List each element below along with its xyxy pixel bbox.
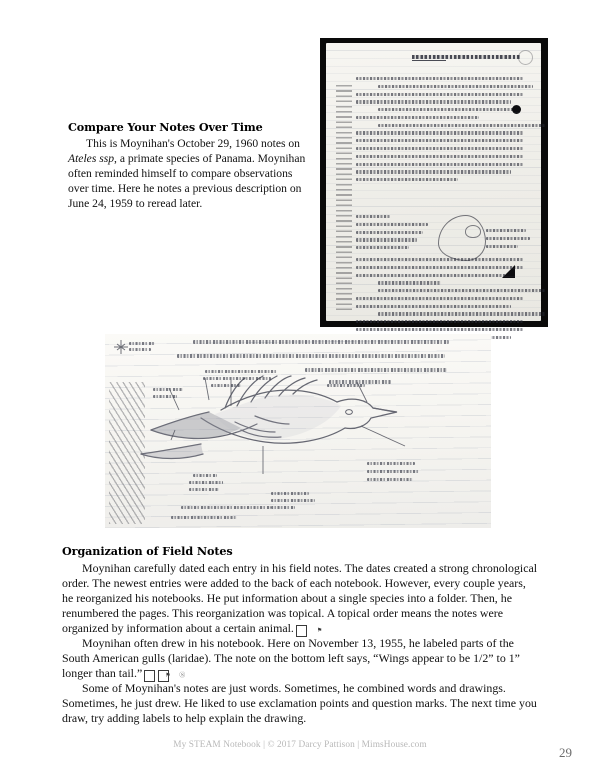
organization-text-column (62, 544, 540, 726)
handwritten-header-ateles (412, 55, 520, 59)
label-tail-line1 (193, 474, 217, 477)
label-tail-line3 (189, 488, 219, 491)
handwriting-line (356, 266, 523, 269)
label-wings-measurement-line2 (171, 516, 237, 519)
label-tail-line2 (189, 481, 223, 484)
paragraph-part-1: This is Moynihan's October 29, 1960 notes on (86, 137, 300, 150)
ink-blot-icon (512, 105, 521, 114)
organization-paragraph-2 (62, 636, 540, 681)
page-footer: My STEAM Notebook | © 2017 Darcy Pattison | MimsHouse.com (173, 740, 427, 750)
label-under-wings-line2 (271, 499, 315, 502)
handwriting-line (356, 223, 428, 226)
ink-wedge-icon (502, 265, 515, 278)
handwriting-line (378, 312, 545, 315)
section-heading-compare: Compare Your Notes Over Time (68, 120, 263, 134)
handwriting-line (356, 305, 511, 308)
handwriting-line (356, 155, 523, 158)
label-even-little-raised-line3 (367, 478, 413, 481)
species-name-italic: Ateles ssp (68, 152, 115, 166)
flag-glyph-icon-2: ⚑ (144, 670, 155, 682)
monkey-head-sketch (438, 215, 486, 261)
handwriting-line (356, 131, 523, 134)
top-section (0, 0, 600, 330)
handwriting-line (378, 289, 545, 292)
label-wing-repeat-line1 (153, 388, 183, 391)
compare-notes-text-column (68, 120, 314, 211)
handwriting-line (356, 297, 523, 300)
handwriting-line (356, 238, 417, 241)
handwriting-line (356, 320, 523, 323)
notes-paper-sheet (326, 43, 541, 321)
handwriting-line (486, 229, 526, 232)
handwriting-line (356, 170, 511, 173)
page-number: 29 (559, 745, 572, 760)
label-ruffled-feathers-line1 (205, 370, 277, 373)
handwriting-line (486, 237, 530, 240)
circled-s-glyph-icon: Ⓢ (158, 670, 169, 682)
organization-paragraph-1 (62, 561, 540, 636)
organization-paragraph-3: Some of Moynihan's notes are just words. Sometimes, he combined words and drawings. Sometimes, he just drew. He liked to use exclamation points and question marks. The next time you draw, try adding labels to help explain the drawing. (62, 681, 537, 725)
flag-glyph-icon: ⚑ (296, 625, 307, 637)
page-corner-stamp-icon (518, 50, 533, 65)
handwriting-line (356, 274, 511, 277)
notebook-spiral-binding (336, 85, 352, 311)
handwriting-line (356, 178, 458, 181)
label-forehead (327, 384, 365, 387)
handwriting-line (356, 116, 479, 119)
handwriting-line (486, 245, 518, 248)
handwriting-line (356, 246, 409, 249)
handwriting-line (378, 281, 441, 284)
label-wings-measurement-line1 (181, 506, 271, 509)
label-under-wings-line3 (271, 506, 295, 509)
handwriting-line (356, 93, 523, 96)
gull-drawing-photo (105, 334, 491, 528)
field-notes-photo (320, 38, 548, 327)
handwriting-block-left (356, 215, 432, 254)
handwriting-block-1 (356, 77, 532, 186)
handwriting-line (356, 231, 423, 234)
compare-notes-paragraph (68, 136, 314, 211)
handwriting-line (356, 215, 390, 218)
organization-paragraph-2-text: Moynihan often drew in his notebook. Here on November 13, 1955, he labeled parts of the South American gulls (laridae). The note on the bottom left says, “Wings appear to be 1/2” to 1” longer than tail.” (62, 636, 520, 680)
handwriting-line (356, 139, 523, 142)
label-even-little-raised-line1 (367, 462, 415, 465)
handwriting-line (378, 124, 545, 127)
paragraph-part-2: , a primate species of Panama. Moynihan often reminded himself to compare observations over time. Here he notes a previous description on June 24, 1959 to reread later. (68, 152, 306, 211)
label-wing-repeat-line2 (153, 395, 177, 398)
label-under-wings-line1 (271, 492, 309, 495)
handwriting-line (356, 147, 523, 150)
handwriting-line (356, 163, 523, 166)
handwriting-line (356, 77, 523, 80)
handwriting-line (356, 258, 523, 261)
label-even-little-raised-line2 (367, 470, 419, 473)
handwriting-block-right (486, 229, 532, 252)
handwriting-line (378, 108, 519, 111)
section-heading-organization: Organization of Field Notes (62, 544, 233, 558)
label-ruffled-feathers-line2 (203, 377, 271, 380)
handwriting-line (378, 85, 533, 88)
handwriting-line (356, 328, 523, 331)
organization-paragraph-1-text: Moynihan carefully dated each entry in his field notes. The dates created a strong chronological order. The newest entries were added to the back of each notebook. However, every couple years, he reorganized his notebooks. He put information about a single species into a folder. Then, he renumbered the pages. This reorganization was topical. A topical order means the notes were organized by information about a certain animal. (62, 561, 538, 635)
handwriting-line (356, 100, 511, 103)
label-ruffled-feathers-line3 (211, 384, 241, 387)
